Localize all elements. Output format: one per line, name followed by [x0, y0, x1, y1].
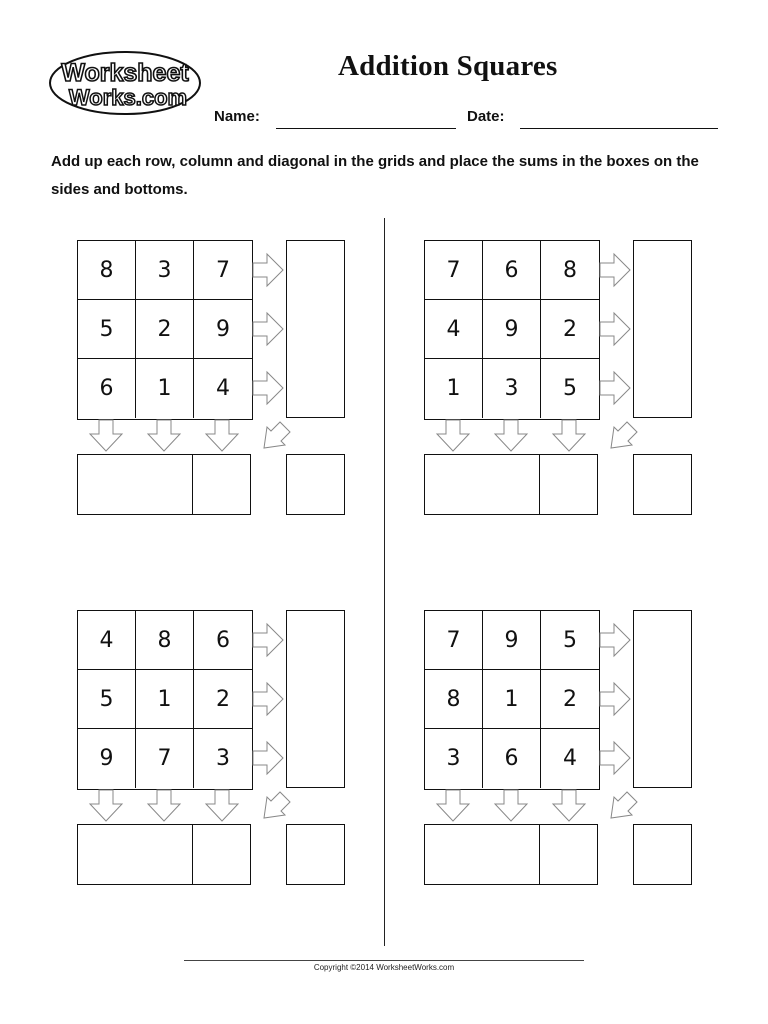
row-arrow-icon [253, 683, 283, 715]
logo-text-line2: Works.com [68, 85, 188, 110]
column-arrow-icon [495, 790, 527, 821]
row-sum-box[interactable] [633, 610, 692, 671]
grid-cell: 2 [136, 300, 194, 359]
column-arrow-icon [206, 790, 238, 821]
row-sum-box[interactable] [633, 728, 692, 788]
diagonal-arrow-icon [264, 422, 290, 448]
grid-cell: 4 [216, 376, 230, 401]
grid-cell: 5 [78, 670, 136, 729]
column-arrow-icon [148, 790, 180, 821]
row-sum-box[interactable] [286, 669, 345, 729]
grid-cell: 8 [136, 611, 194, 670]
column-arrow-icon [495, 420, 527, 451]
row-arrow-icon [600, 624, 630, 656]
column-arrow-icon [90, 790, 122, 821]
column-arrow-icon [206, 420, 238, 451]
diagonal-arrow-icon [264, 792, 290, 818]
grid-cell: 7 [136, 729, 194, 788]
grid-cell: 4 [78, 611, 136, 670]
grid-cell: 6 [483, 729, 541, 788]
instructions: Add up each row, column and diagonal in the grids and place the sums in the boxes on the sides and bottoms. [51, 153, 699, 198]
row-sum-box[interactable] [633, 240, 692, 301]
column-arrow-icon [437, 420, 469, 451]
puzzle-3 [77, 610, 377, 910]
column-sum-box[interactable] [193, 454, 251, 515]
footer-rule [184, 960, 584, 961]
grid-cell: 5 [541, 611, 599, 670]
row-arrow-icon [600, 683, 630, 715]
grid-cell: 6 [483, 241, 541, 300]
row-sum-box[interactable] [286, 240, 345, 301]
row-arrow-icon [600, 372, 630, 404]
grid-cell: 1 [136, 359, 194, 418]
row-arrow-icon [600, 742, 630, 774]
column-sum-box[interactable] [540, 824, 598, 885]
grid-cell: 2 [194, 670, 252, 729]
column-arrow-icon [90, 420, 122, 451]
grid-cell: 1 [136, 670, 194, 729]
page-title: Addition Squares [338, 50, 558, 82]
grid-cell: 1 [425, 359, 483, 418]
column-sum-box[interactable] [77, 824, 136, 885]
date-line[interactable] [520, 128, 718, 129]
puzzle-2 [424, 240, 724, 540]
row-sum-box[interactable] [633, 358, 692, 418]
grid-cell: 3 [216, 746, 230, 771]
column-sum-box[interactable] [135, 824, 193, 885]
row-arrow-icon [253, 624, 283, 656]
row-arrow-icon [600, 313, 630, 345]
grid-cell: 3 [483, 359, 541, 418]
grid-cell: 9 [78, 729, 136, 788]
row-sum-box[interactable] [286, 610, 345, 671]
diagonal-arrow-icon [611, 422, 637, 448]
grid-cell: 9 [483, 611, 541, 670]
grid-cell: 4 [563, 746, 577, 771]
row-sum-box[interactable] [633, 299, 692, 359]
grid-cell: 3 [136, 241, 194, 300]
column-arrow-icon [437, 790, 469, 821]
grid-cell: 6 [78, 359, 136, 418]
name-line[interactable] [276, 128, 456, 129]
row-arrow-icon [253, 313, 283, 345]
row-sum-box[interactable] [286, 299, 345, 359]
grid-cell: 1 [483, 670, 541, 729]
diagonal-sum-box[interactable] [286, 824, 345, 885]
column-sum-box[interactable] [482, 454, 540, 515]
worksheetworks-logo [48, 50, 202, 116]
copyright-footer: Copyright ©2014 WorksheetWorks.com [313, 963, 455, 972]
column-sum-box[interactable] [424, 824, 483, 885]
name-label: Name: [214, 108, 260, 125]
logo-text-line1: Worksheet [61, 59, 189, 87]
grid-cell: 7 [425, 611, 483, 670]
diagonal-arrow-icon [611, 792, 637, 818]
column-arrow-icon [553, 420, 585, 451]
row-sum-box[interactable] [286, 728, 345, 788]
diagonal-sum-box[interactable] [286, 454, 345, 515]
grid-cell: 2 [541, 670, 599, 729]
row-arrow-icon [253, 372, 283, 404]
date-label: Date: [467, 108, 505, 125]
row-sum-box[interactable] [286, 358, 345, 418]
row-sum-box[interactable] [633, 669, 692, 729]
column-sum-box[interactable] [424, 454, 483, 515]
puzzle-4 [424, 610, 724, 910]
grid-cell: 8 [425, 670, 483, 729]
puzzle-1 [77, 240, 377, 540]
column-sum-box[interactable] [540, 454, 598, 515]
column-sum-box[interactable] [135, 454, 193, 515]
grid-cell: 9 [194, 300, 252, 359]
column-sum-box[interactable] [193, 824, 251, 885]
column-sum-box[interactable] [482, 824, 540, 885]
grid-cell: 2 [541, 300, 599, 359]
row-arrow-icon [253, 742, 283, 774]
column-arrow-icon [553, 790, 585, 821]
center-divider [384, 218, 385, 946]
grid-cell: 6 [194, 611, 252, 670]
grid-cell: 9 [483, 300, 541, 359]
grid-cell: 4 [425, 300, 483, 359]
grid-cell: 7 [425, 241, 483, 300]
row-arrow-icon [600, 254, 630, 286]
grid-cell: 5 [563, 376, 577, 401]
grid-cell: 8 [78, 241, 136, 300]
diagonal-sum-box[interactable] [633, 454, 692, 515]
column-arrow-icon [148, 420, 180, 451]
grid-cell: 3 [425, 729, 483, 788]
grid-cell: 5 [78, 300, 136, 359]
diagonal-sum-box[interactable] [633, 824, 692, 885]
column-sum-box[interactable] [77, 454, 136, 515]
grid-cell: 7 [194, 241, 252, 300]
grid-cell: 8 [541, 241, 599, 300]
row-arrow-icon [253, 254, 283, 286]
